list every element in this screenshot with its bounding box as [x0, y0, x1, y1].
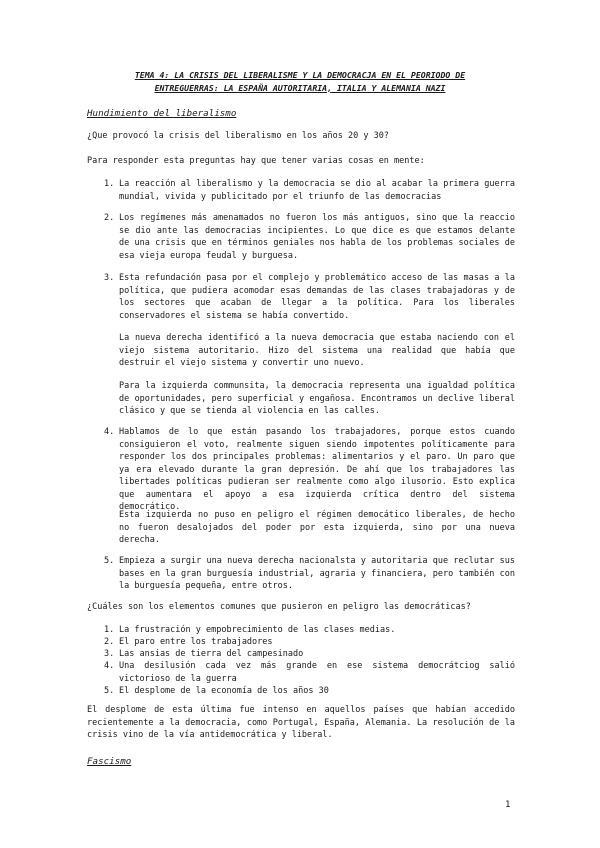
list-number: 2. [104, 637, 115, 647]
list-text: Una desilusión cada vez más grande en ese sistema democrátciog salió victorioso de la guerra [119, 661, 515, 684]
list-subparagraph: La nueva derecha identificó a la nueva democracia que estaba naciendo con el viejo sistema autoritario. Hizo del sistema una realidad que había que destruir el viejo sistema y convertir uno nuevo. [119, 333, 515, 368]
conclusion-paragraph: El desplome de esta última fue intenso en aquellos países que habían accedido recientemente a la democracia, como Portugal, España, Alemania. La resolución de la crisis vino de la vía antidemocrática y liberal. [87, 705, 515, 740]
list-number: 1. [104, 625, 115, 635]
list-text: El desplome de la economía de los años 30 [119, 686, 329, 696]
list-subparagraph: Para la izquierda communsita, la democracia representa una igualdad política de oportunidades, pero superficial y engañosa. Encontramos un declive liberal clásico y que se tienda al violencia en las calles. [119, 381, 515, 416]
document-title: TEMA 4: LA CRISIS DEL LIBERALISME Y LA DEMOCRACJA EN EL PEORIODO DE ENTREGUERRAS: LA ESPAÑA AUTORITARIA, ITALIA Y ALEMANIA NAZI [134, 70, 466, 93]
list-number: 3. [104, 273, 115, 283]
list-number: 4. [104, 661, 115, 671]
page-number: 1 [505, 800, 511, 810]
list-text: La reacción al liberalismo y la democracia se dio al acabar la primera guerra mundial, vivida y publicitado por el triunfo de las democracias [119, 179, 515, 202]
section-heading-hundimiento: Hundimiento del liberalismo [87, 108, 237, 119]
list-number: 5. [104, 556, 115, 566]
list-number: 3. [104, 649, 115, 659]
intro-paragraph: Para responder esta preguntas hay que tener varias cosas en mente: [87, 156, 425, 166]
list-text: La frustración y empobrecimiento de las clases medias. [119, 625, 396, 635]
section-heading-fascismo: Fascismo [87, 756, 132, 767]
list-text: El paro entre los trabajadores [119, 637, 273, 647]
list-text: Esta refundación pasa por el complejo y problemático acceso de las masas a la política, que pudiera acomodar esas demandas de las clases trabajadoras y de los sectores que acaban de llegar a la política. Para los liberales conservadores el sistema se había convertido. [119, 273, 515, 321]
list-text: Hablamos de lo que están pasando los trabajadores, porque estos cuando consiguieron el voto, realmente siguen siendo impotentes políticamente para responder los dos principales problemas: alimentarios y el paro. Un paro que ya era elevado durante la gran depresión. De ahí que los trabajadores las libertades políticas pudieran ser realmente como algo ilusorio. Esto explica que aumentara el apoyo a esa izquierda crítica dentro del sistema democrático. [119, 427, 515, 512]
list-number: 1. [104, 179, 115, 189]
list-text: Empieza a surgir una nueva derecha nacionalsta y autoritaria que reclutar sus bases en la gran burguesía industrial, agraria y financiera, pero también con la burguesía pequeña, entre otros. [119, 556, 515, 591]
list-subparagraph: Esta izquierda no puso en peligro el régimen democático liberales, de hecho no fueron desalojados del poder por esta izquierda, sino por una nueva derecha. [119, 510, 515, 545]
list-number: 4. [104, 427, 115, 437]
list-number: 5. [104, 686, 115, 696]
list-number: 2. [104, 213, 115, 223]
list-text: Las ansias de tierra del campesinado [119, 649, 304, 659]
question-1: ¿Que provocó la crisis del liberalismo en los años 20 y 30? [87, 131, 389, 141]
question-2: ¿Cuáles son los elementos comunes que pusieron en peligro las democráticas? [87, 602, 471, 612]
list-text: Los regímenes más amenamados no fueron los más antiguos, sino que la reaccio se dio ante las democracias incipientes. Lo que dice es que estamos delante de una crisis que en términos geniales nos habla de los problemas sociales de esa vieja europa feudal y burguesa. [119, 213, 515, 261]
